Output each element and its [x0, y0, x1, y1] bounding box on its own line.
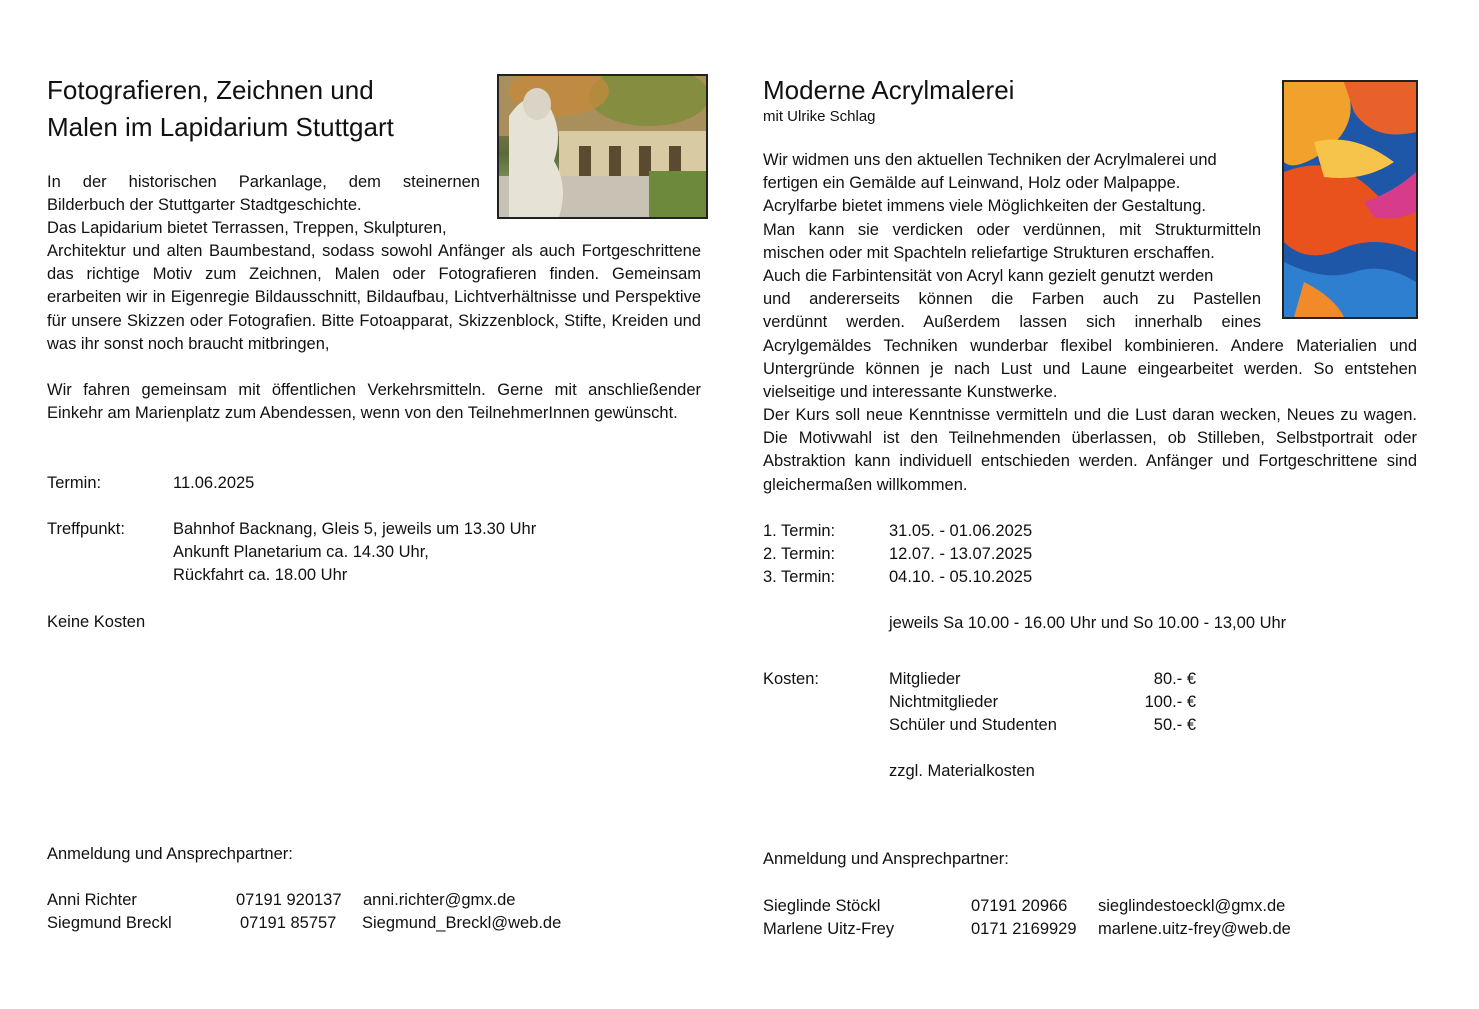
- contact-phone: 0171 2169929: [971, 920, 1077, 938]
- right-description-end: Der Kurs soll neue Kenntnisse vermitteln und die Lust daran wecken, Neues zu wagen. Die Motivwahl ist den Teilnehmenden überlassen, ob Stilleben, Selbstportrait oder Abstraktion kann individuell entschieden werden. Anfänger und Fortgeschrittene sind gleichermaßen willkommen.: [763, 406, 1417, 494]
- cost-name: Nichtmitglieder: [889, 693, 999, 711]
- cost-price: 50.- €: [1153, 716, 1196, 734]
- cost-name: Schüler und Studenten: [889, 716, 1057, 734]
- left-course-title: Fotografieren, Zeichnen und Malen im Lapidarium Stuttgart: [47, 75, 394, 142]
- contact-email: marlene.uitz-frey@web.de: [1098, 920, 1291, 938]
- left-description-intro: In der historischen Parkanlage, dem steinernen Bilderbuch der Stuttgarter Stadtgeschichte. Das Lapidarium bietet Terrassen, Treppen, Skulpturen,: [47, 173, 480, 238]
- cost-price: 80.- €: [1153, 670, 1196, 688]
- cost-name: Mitglieder: [889, 670, 961, 688]
- garden-sculpture-photo: [497, 74, 708, 219]
- right-contact-heading: Anmeldung und Ansprechpartner:: [763, 850, 1009, 868]
- contact-phone: 07191 85757: [240, 914, 337, 932]
- acrylic-paint-photo: [1282, 80, 1418, 319]
- treffpunkt-label: Treffpunkt:: [47, 520, 125, 538]
- left-kosten-text: Keine Kosten: [47, 613, 146, 631]
- contact-email: anni.richter@gmx.de: [363, 891, 516, 909]
- contact-name: Sieglinde Stöckl: [763, 897, 881, 915]
- left-contact-heading: Anmeldung und Ansprechpartner:: [47, 845, 293, 863]
- termin-value: 11.06.2025: [173, 474, 255, 492]
- contact-name: Anni Richter: [47, 891, 137, 909]
- termin-value: 12.07. - 13.07.2025: [889, 545, 1033, 563]
- termin-label: 3. Termin:: [763, 568, 836, 586]
- cost-price: 100.- €: [1144, 693, 1196, 711]
- termin-label: 2. Termin:: [763, 545, 836, 563]
- contact-name: Marlene Uitz-Frey: [763, 920, 895, 938]
- kosten-label: Kosten:: [763, 670, 819, 688]
- contact-email: Siegmund_Breckl@web.de: [362, 914, 562, 932]
- treffpunkt-line: Bahnhof Backnang, Gleis 5, jeweils um 13.30 Uhr: [173, 520, 537, 538]
- treffpunkt-line: Rückfahrt ca. 18.00 Uhr: [173, 566, 348, 584]
- contact-phone: 07191 920137: [236, 891, 342, 909]
- left-description-travel: Wir fahren gemeinsam mit öffentlichen Verkehrsmitteln. Gerne mit anschließender Einkehr am Marienplatz zum Abendessen, wenn von den TeilnehmerInnen gewünscht.: [47, 381, 701, 423]
- contact-email: sieglindestoeckl@gmx.de: [1098, 897, 1286, 915]
- treffpunkt-line: Ankunft Planetarium ca. 14.30 Uhr,: [173, 543, 429, 561]
- right-description-main: Acrylgemäldes Techniken wunderbar flexibel kombinieren. Andere Materialien und Untergründe können je nach Lust und Laune eingearbeitet werden. So entstehen vielseitige und interessante Kunstwerke.: [763, 337, 1417, 402]
- termin-label: Termin:: [47, 474, 102, 492]
- termin-value: 04.10. - 05.10.2025: [889, 568, 1033, 586]
- right-description-intro: Wir widmen uns den aktuellen Techniken der Acrylmalerei und fertigen ein Gemälde auf Leinwand, Holz oder Malpappe. Acrylfarbe bietet immens viele Möglichkeiten der Gestaltung. Man kann sie verdicken oder verdünnen, mit Strukturmitteln mischen oder mit Spachteln reliefartige Strukturen erschaffen. Auch die Farbintensität von Acryl kann gezielt genutzt werden und andererseits können die Farben auch zu Pastellen verdünnt werden. Außerdem lassen sich innerhalb eines: [763, 151, 1261, 332]
- contact-phone: 07191 20966: [971, 897, 1068, 915]
- contact-name: Siegmund Breckl: [47, 914, 172, 932]
- left-description-main: Architektur und alten Baumbestand, sodass sowohl Anfänger als auch Fortgeschrittene das richtige Motiv zum Zeichnen, Malen oder Fotografieren finden. Gemeinsam erarbeiten wir in Eigenregie Bildausschnitt, Bildaufbau, Lichtverhältnisse und Perspektive für unsere Skizzen oder Fotografien. Bitte Fotoapparat, Skizzenblock, Stifte, Kreiden und was ihr sonst noch braucht mitbringen,: [47, 242, 701, 353]
- termin-value: 31.05. - 01.06.2025: [889, 522, 1033, 540]
- acrylic-paint-image: [1284, 82, 1416, 317]
- termin-label: 1. Termin:: [763, 522, 836, 540]
- garden-sculpture-image: [499, 76, 706, 217]
- right-course-title: Moderne Acrylmalerei: [763, 75, 1015, 105]
- right-course-subtitle: mit Ulrike Schlag: [763, 108, 876, 125]
